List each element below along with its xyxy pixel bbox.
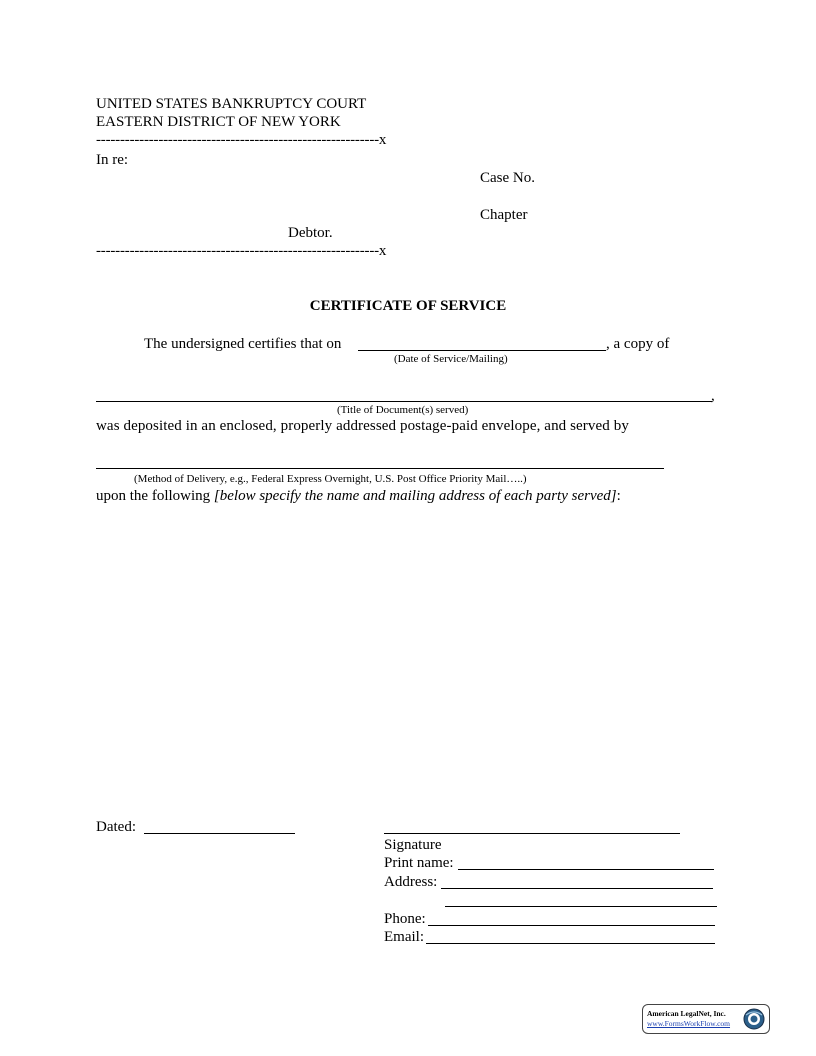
globe-icon bbox=[742, 1007, 766, 1031]
title-comma: , bbox=[711, 388, 715, 404]
deposited-text: was deposited in an enclosed, properly addressed postage-paid envelope, and served by bbox=[96, 418, 629, 434]
address-field-line2[interactable] bbox=[445, 906, 717, 907]
date-of-service-field[interactable] bbox=[358, 350, 606, 351]
email-field[interactable] bbox=[426, 943, 715, 944]
debtor-label: Debtor. bbox=[288, 225, 333, 241]
dated-field[interactable] bbox=[144, 833, 295, 834]
publisher-name: American LegalNet, Inc. bbox=[647, 1009, 726, 1018]
certifies-text: The undersigned certifies that on bbox=[144, 336, 342, 352]
copy-of-text: , a copy of bbox=[606, 336, 670, 352]
court-name-line2: EASTERN DISTRICT OF NEW YORK bbox=[96, 114, 341, 130]
email-label: Email: bbox=[384, 929, 424, 945]
caption-separator-top: -----------------------------------------------------------x bbox=[96, 132, 387, 148]
upon-instruction: [below specify the name and mailing address of each party served] bbox=[213, 488, 617, 504]
phone-label: Phone: bbox=[384, 911, 426, 927]
court-name-line1: UNITED STATES BANKRUPTCY COURT bbox=[96, 96, 367, 112]
dated-label: Dated: bbox=[96, 819, 136, 835]
address-label: Address: bbox=[384, 874, 438, 890]
upon-following-text bbox=[96, 488, 621, 505]
signature-field[interactable] bbox=[384, 833, 680, 834]
publisher-website-link[interactable]: www.FormsWorkFlow.com bbox=[647, 1019, 731, 1028]
caption-separator-bottom: -----------------------------------------------------------x bbox=[96, 243, 387, 259]
case-no-label: Case No. bbox=[480, 170, 535, 186]
signature-label: Signature bbox=[384, 837, 442, 853]
phone-field[interactable] bbox=[428, 925, 715, 926]
print-name-label: Print name: bbox=[384, 855, 454, 871]
upon-prefix: upon the following bbox=[96, 488, 211, 504]
document-title-caption: (Title of Document(s) served) bbox=[337, 404, 469, 416]
delivery-method-field[interactable] bbox=[96, 468, 664, 469]
document-title-field[interactable] bbox=[96, 401, 712, 402]
print-name-field[interactable] bbox=[458, 869, 714, 870]
upon-colon: : bbox=[616, 488, 621, 504]
publisher-logo bbox=[642, 1004, 770, 1034]
document-title: CERTIFICATE OF SERVICE bbox=[309, 298, 507, 314]
in-re-label: In re: bbox=[96, 152, 129, 168]
delivery-method-caption: (Method of Delivery, e.g., Federal Express Overnight, U.S. Post Office Priority Mail…..) bbox=[134, 473, 527, 485]
date-of-service-caption: (Date of Service/Mailing) bbox=[394, 353, 508, 365]
chapter-label: Chapter bbox=[480, 207, 528, 223]
address-field-line1[interactable] bbox=[441, 888, 713, 889]
